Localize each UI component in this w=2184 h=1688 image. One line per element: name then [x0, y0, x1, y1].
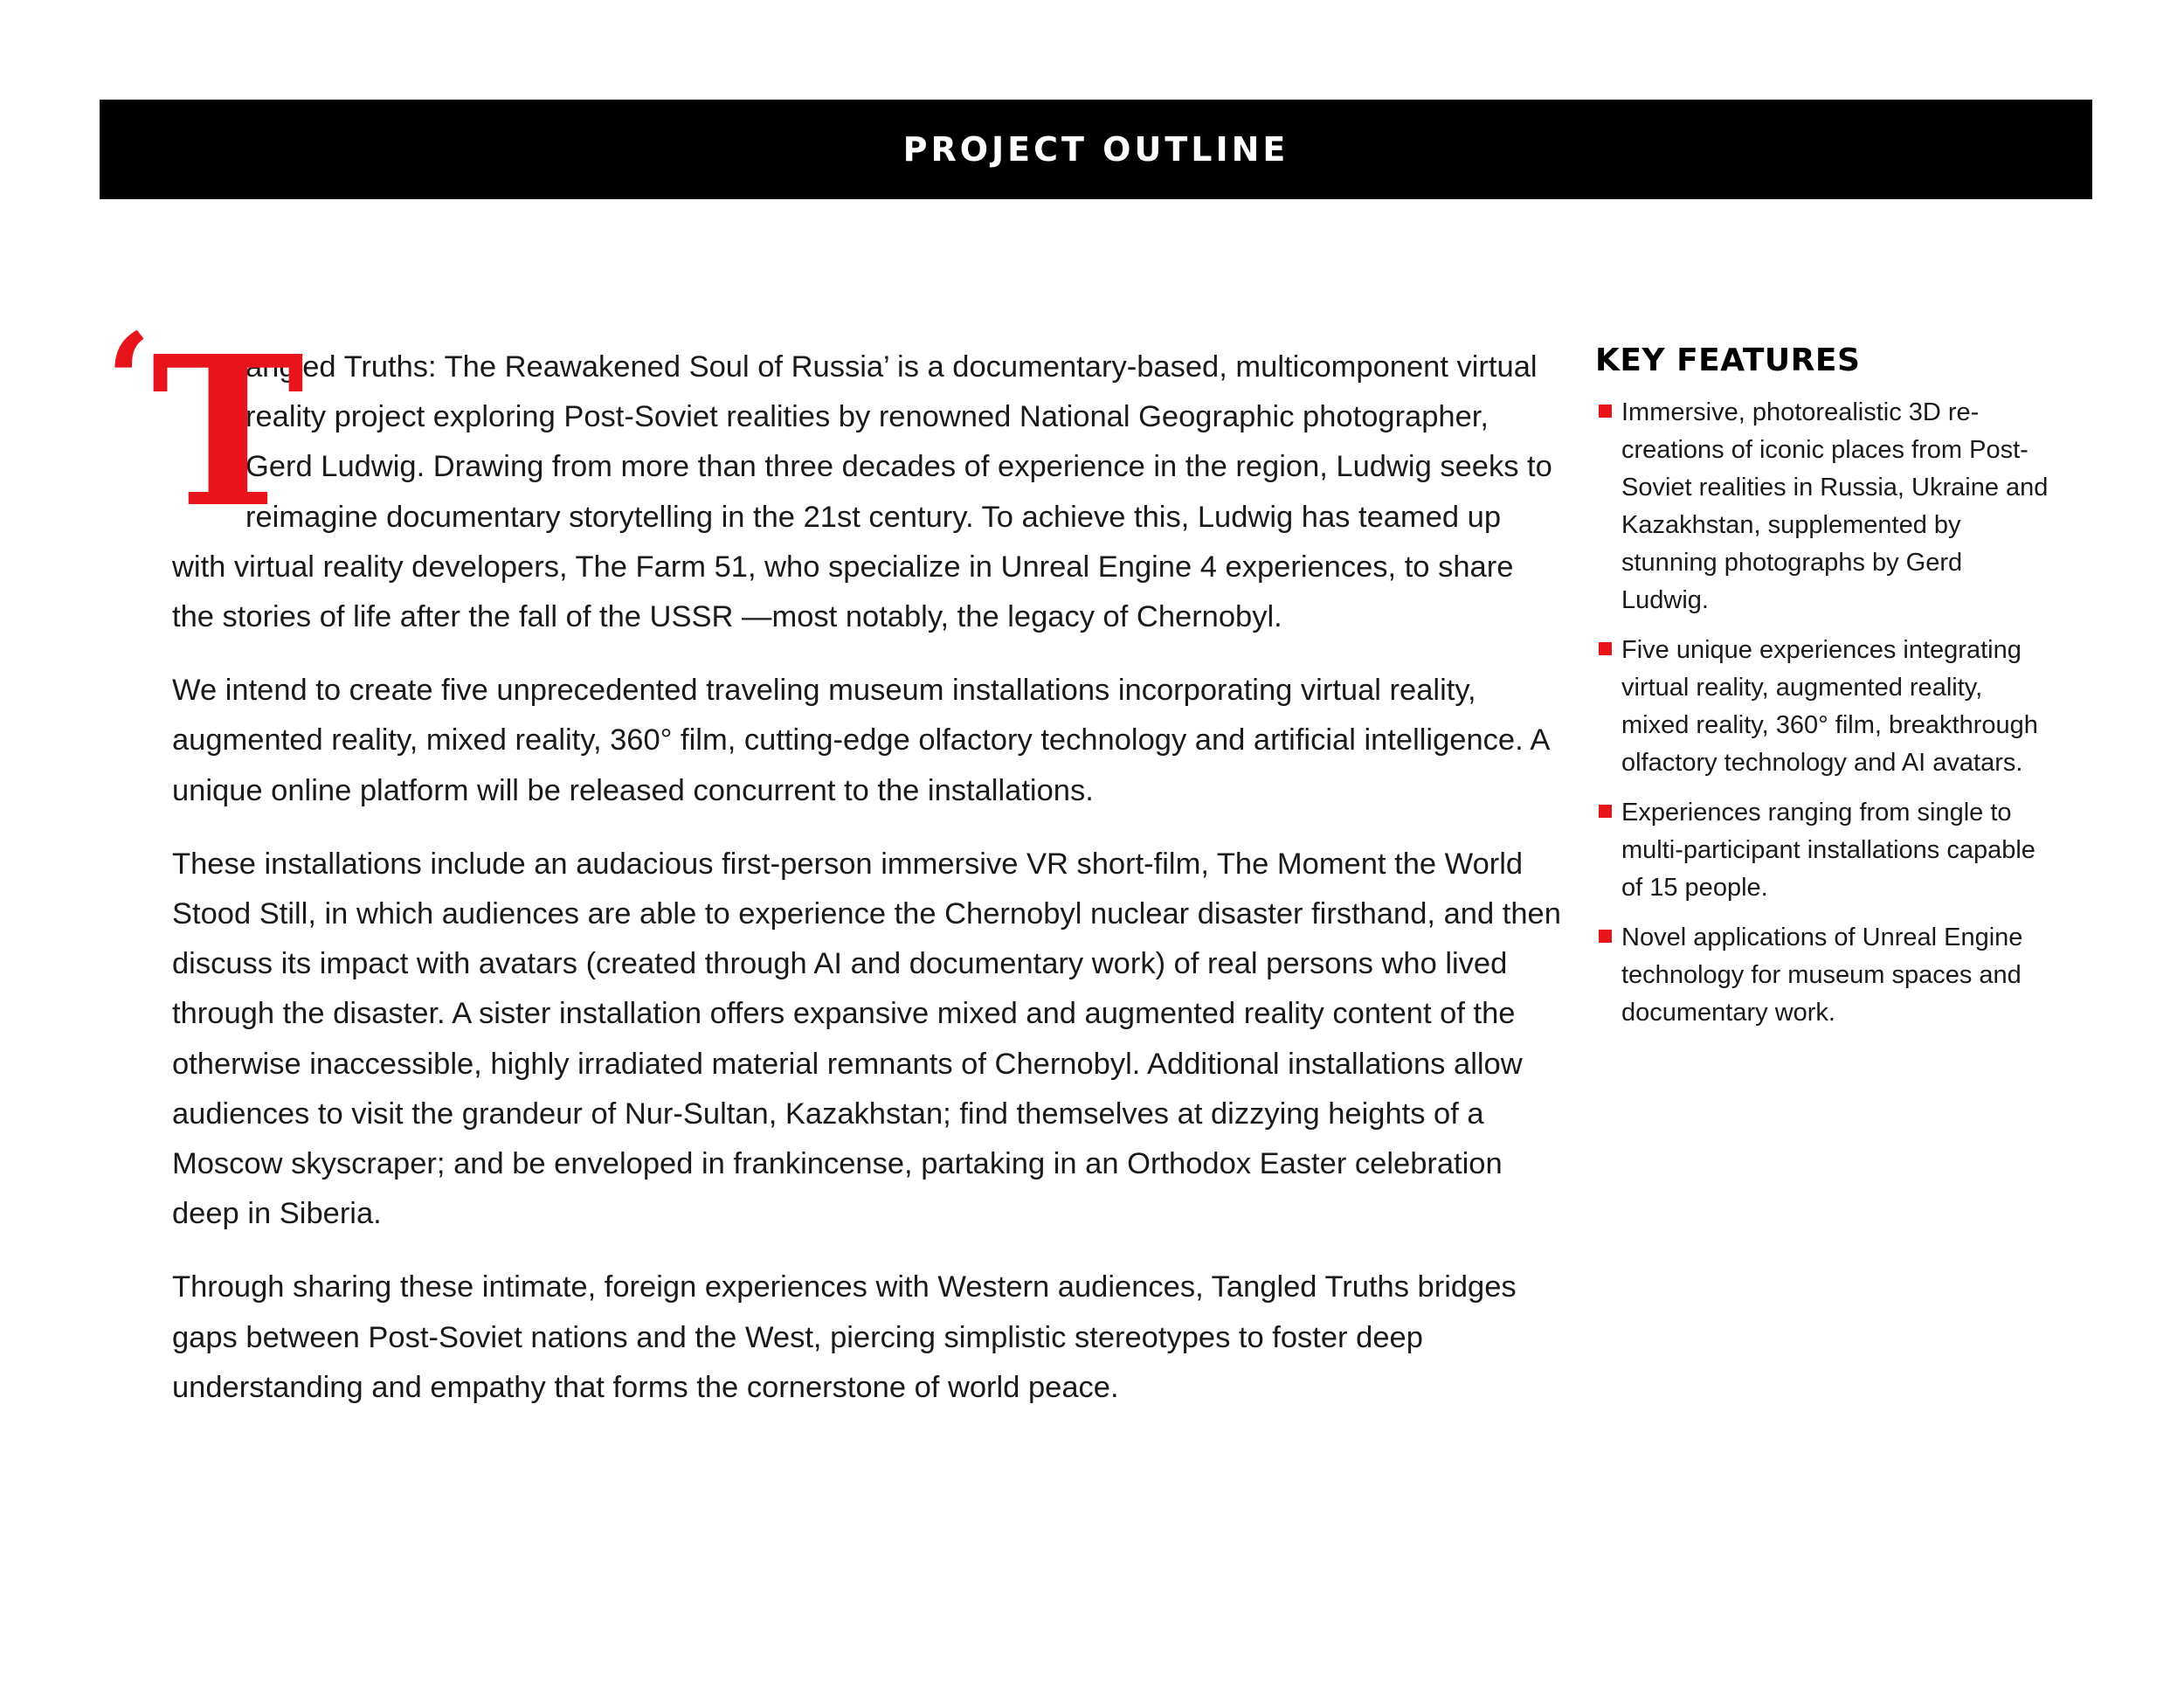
drop-cap — [106, 305, 305, 553]
key-features-title: KEY FEATURES — [1595, 342, 1861, 378]
list-item — [1595, 394, 2049, 619]
drop-cap-letter: T — [151, 310, 305, 553]
body-paragraph-installations: We intend to create five unprecedented traveling museum installations incorporating virtual reality, augmented reality, mixed reality, 360° film, cutting-edge olfactory technology and artificial intelligence. A unique online platform will be released concurrent to the installations. — [172, 674, 1549, 807]
drop-cap-quote-mark: ‘ — [106, 305, 152, 459]
banner-title: PROJECT OUTLINE — [902, 130, 1289, 169]
feature-text: Experiences ranging from single to multi-participant installations capable of 15 people. — [1621, 799, 2035, 902]
square-bullet-icon — [1599, 930, 1612, 943]
intro-paragraph-text: angled Truths: The Reawakened Soul of Russia’ is a documentary-based, multicomponent virtual reality project exploring Post-Soviet realities by renowned National Geographic photographer, Gerd Ludwig. Drawing from more than three decades of experience in the region, Ludwig seeks to reimagine documentary storytelling in the 21st century. To achieve this, Ludwig has teamed up with virtual reality developers, The Farm 51, who specialize in Unreal Engine 4 experiences, to share the stories of life after the fall of the USSR —most notably, the legacy of Chernobyl. — [172, 350, 1552, 634]
feature-text: Immersive, photorealistic 3D re-creations of iconic places from Post-Soviet realities in Russia, Ukraine and Kazakhstan, supplemented by stunning photographs by Gerd Ludwig. — [1621, 398, 2049, 614]
main-content — [106, 305, 1561, 1436]
square-bullet-icon — [1599, 642, 1612, 655]
header-banner — [100, 100, 2092, 199]
body-paragraph-details: These installations include an audacious first-person immersive VR short-film, The Moment the World Stood Still, in which audiences are able to experience the Chernobyl nuclear disaster firsthand, and then discuss its impact with avatars (created through AI and documentary work) of real persons who lived through the disaster. A sister installation offers expansive mixed and augmented reality content of the otherwise inaccessible, highly irradiated material remnants of Chernobyl. Additional installations allow audiences to visit the grandeur of Nur-Sultan, Kazakhstan; find themselves at dizzying heights of a Moscow skyscraper; and be enveloped in frankincense, partaking in an Orthodox Easter celebration deep in Siberia. — [172, 847, 1561, 1231]
key-features-list — [1595, 394, 2049, 1032]
intro-paragraph — [106, 305, 1561, 642]
square-bullet-icon — [1599, 805, 1612, 818]
list-item — [1595, 632, 2049, 782]
list-item — [1595, 919, 2049, 1032]
square-bullet-icon — [1599, 405, 1612, 418]
feature-text: Five unique experiences integrating virtual reality, augmented reality, mixed reality, 360° film, breakthrough olfactory technology and AI avatars. — [1621, 636, 2038, 777]
list-item — [1595, 794, 2049, 907]
body-paragraph-conclusion: Through sharing these intimate, foreign experiences with Western audiences, Tangled Truths bridges gaps between Post-Soviet nations and the West, piercing simplistic stereotypes to foster deep understanding and empathy that forms the cornerstone of world peace. — [172, 1270, 1517, 1404]
feature-text: Novel applications of Unreal Engine technology for museum spaces and documentary work. — [1621, 924, 2023, 1027]
key-features-sidebar — [1595, 342, 2049, 1044]
